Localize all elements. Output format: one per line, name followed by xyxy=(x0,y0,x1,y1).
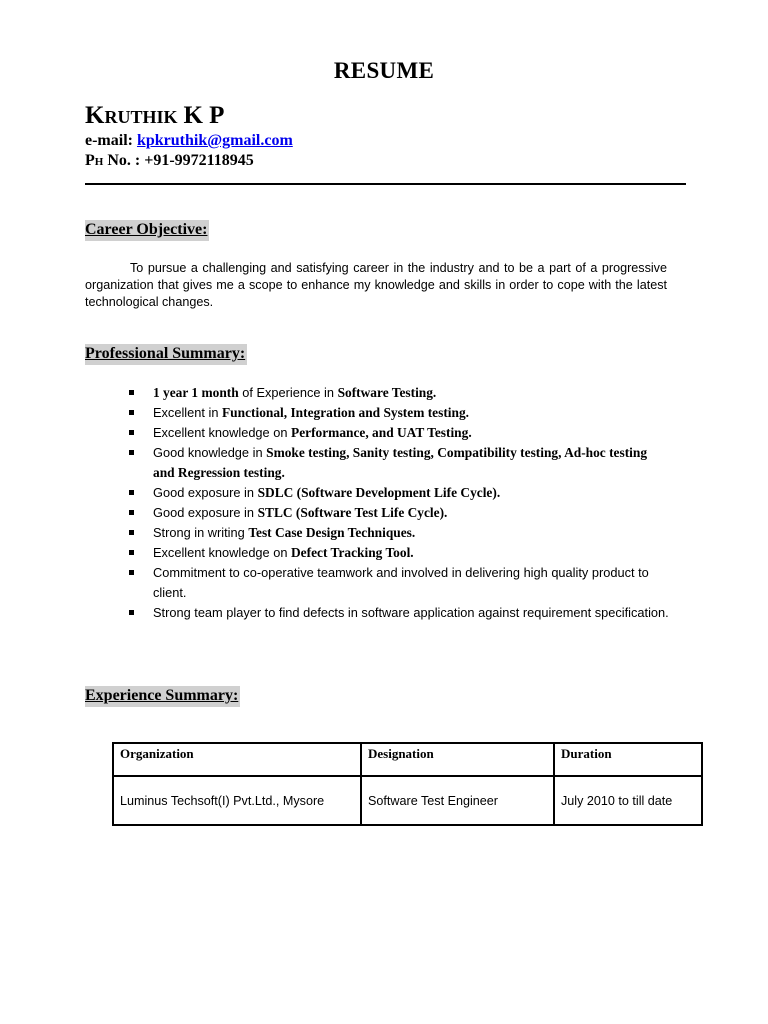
summary-item-emphasis: Software Testing. xyxy=(337,385,437,400)
summary-list-item xyxy=(129,483,669,503)
column-header-organization: Organization xyxy=(113,743,361,776)
bullet-icon xyxy=(129,530,134,535)
bullet-icon xyxy=(129,430,134,435)
summary-list-item xyxy=(129,523,669,543)
summary-item-plain: of Experience in xyxy=(238,385,338,400)
summary-item-plain: Good exposure in xyxy=(153,505,258,520)
career-objective-text xyxy=(85,260,667,311)
summary-item-plain: Excellent in xyxy=(153,405,222,420)
page-title: RESUME xyxy=(333,58,435,83)
table-header-row xyxy=(113,743,702,776)
professional-summary-heading: Professional Summary: xyxy=(85,344,247,365)
bullet-icon xyxy=(129,450,134,455)
email-link[interactable]: kpkruthik@gmail.com xyxy=(136,132,293,149)
summary-item-text xyxy=(153,385,436,400)
summary-list-item xyxy=(129,423,669,443)
summary-item-plain: Excellent knowledge on xyxy=(153,425,292,440)
summary-item-emphasis: STLC (Software Test Life Cycle). xyxy=(257,505,448,520)
bullet-icon xyxy=(129,510,134,515)
phone-number: +91-9972118945 xyxy=(144,152,254,169)
summary-item-emphasis: 1 year 1 month xyxy=(153,385,239,400)
summary-item-emphasis: Test Case Design Techniques. xyxy=(248,525,416,540)
bullet-icon xyxy=(129,410,134,415)
summary-list-item xyxy=(129,543,669,563)
bullet-icon xyxy=(129,390,134,395)
column-header-designation: Designation xyxy=(361,743,554,776)
summary-item-plain: Good exposure in xyxy=(153,485,258,500)
bullet-icon xyxy=(129,550,134,555)
cell-designation: Software Test Engineer xyxy=(361,776,554,825)
summary-item-plain: Good knowledge in xyxy=(153,445,267,460)
summary-item-text xyxy=(153,545,414,560)
summary-item-text xyxy=(153,505,447,520)
objective-body: To pursue a challenging and satisfying career in the industry and to be a part of a progressive organization that gives me a scope to enhance my knowledge and skills in order to cope with the latest technological changes. xyxy=(85,261,667,309)
table-row xyxy=(113,776,702,825)
summary-item-emphasis: Performance, and UAT Testing. xyxy=(291,425,472,440)
summary-list-item xyxy=(129,503,669,523)
summary-item-text xyxy=(153,405,469,420)
summary-list-item xyxy=(129,383,669,403)
phone-row xyxy=(85,152,254,170)
summary-item-emphasis: SDLC (Software Development Life Cycle). xyxy=(257,485,501,500)
bullet-icon xyxy=(129,490,134,495)
header-divider xyxy=(85,183,686,185)
email-row xyxy=(85,132,293,150)
cell-organization: Luminus Techsoft(I) Pvt.Ltd., Mysore xyxy=(113,776,361,825)
summary-list-item xyxy=(129,443,669,483)
last-name: K P xyxy=(183,102,225,129)
summary-item-text xyxy=(153,525,415,540)
summary-item-emphasis: Smoke testing, Sanity testing, Compatibility testing, Ad-hoc testing and Regression testing. xyxy=(153,445,651,480)
experience-table xyxy=(112,742,703,826)
summary-item-text xyxy=(153,565,652,600)
phone-label-rest: No. : xyxy=(103,152,145,169)
first-name: Kruthik xyxy=(85,102,178,129)
candidate-name xyxy=(85,102,224,130)
bullet-icon xyxy=(129,610,134,615)
bullet-icon xyxy=(129,570,134,575)
phone-label-ph: Ph xyxy=(85,152,104,169)
summary-item-plain: Commitment to co-operative teamwork and involved in delivering high quality product to client. xyxy=(153,565,653,600)
experience-summary-heading: Experience Summary: xyxy=(85,686,240,707)
summary-item-emphasis: Defect Tracking Tool. xyxy=(291,545,414,560)
summary-item-text xyxy=(153,445,650,480)
summary-item-text xyxy=(153,425,472,440)
summary-item-plain: Strong in writing xyxy=(153,525,249,540)
summary-item-text xyxy=(153,605,669,620)
summary-item-plain: Strong team player to find defects in software application against requirement specification. xyxy=(153,605,669,620)
summary-item-text xyxy=(153,485,500,500)
cell-duration: July 2010 to till date xyxy=(554,776,702,825)
summary-item-emphasis: Functional, Integration and System testing. xyxy=(222,405,469,420)
professional-summary-list xyxy=(129,383,669,623)
summary-list-item xyxy=(129,563,669,603)
career-objective-heading: Career Objective: xyxy=(85,220,209,241)
summary-list-item xyxy=(129,603,669,623)
email-label: e-mail: xyxy=(85,132,133,149)
summary-list-item xyxy=(129,403,669,423)
summary-item-plain: Excellent knowledge on xyxy=(153,545,292,560)
column-header-duration: Duration xyxy=(554,743,702,776)
